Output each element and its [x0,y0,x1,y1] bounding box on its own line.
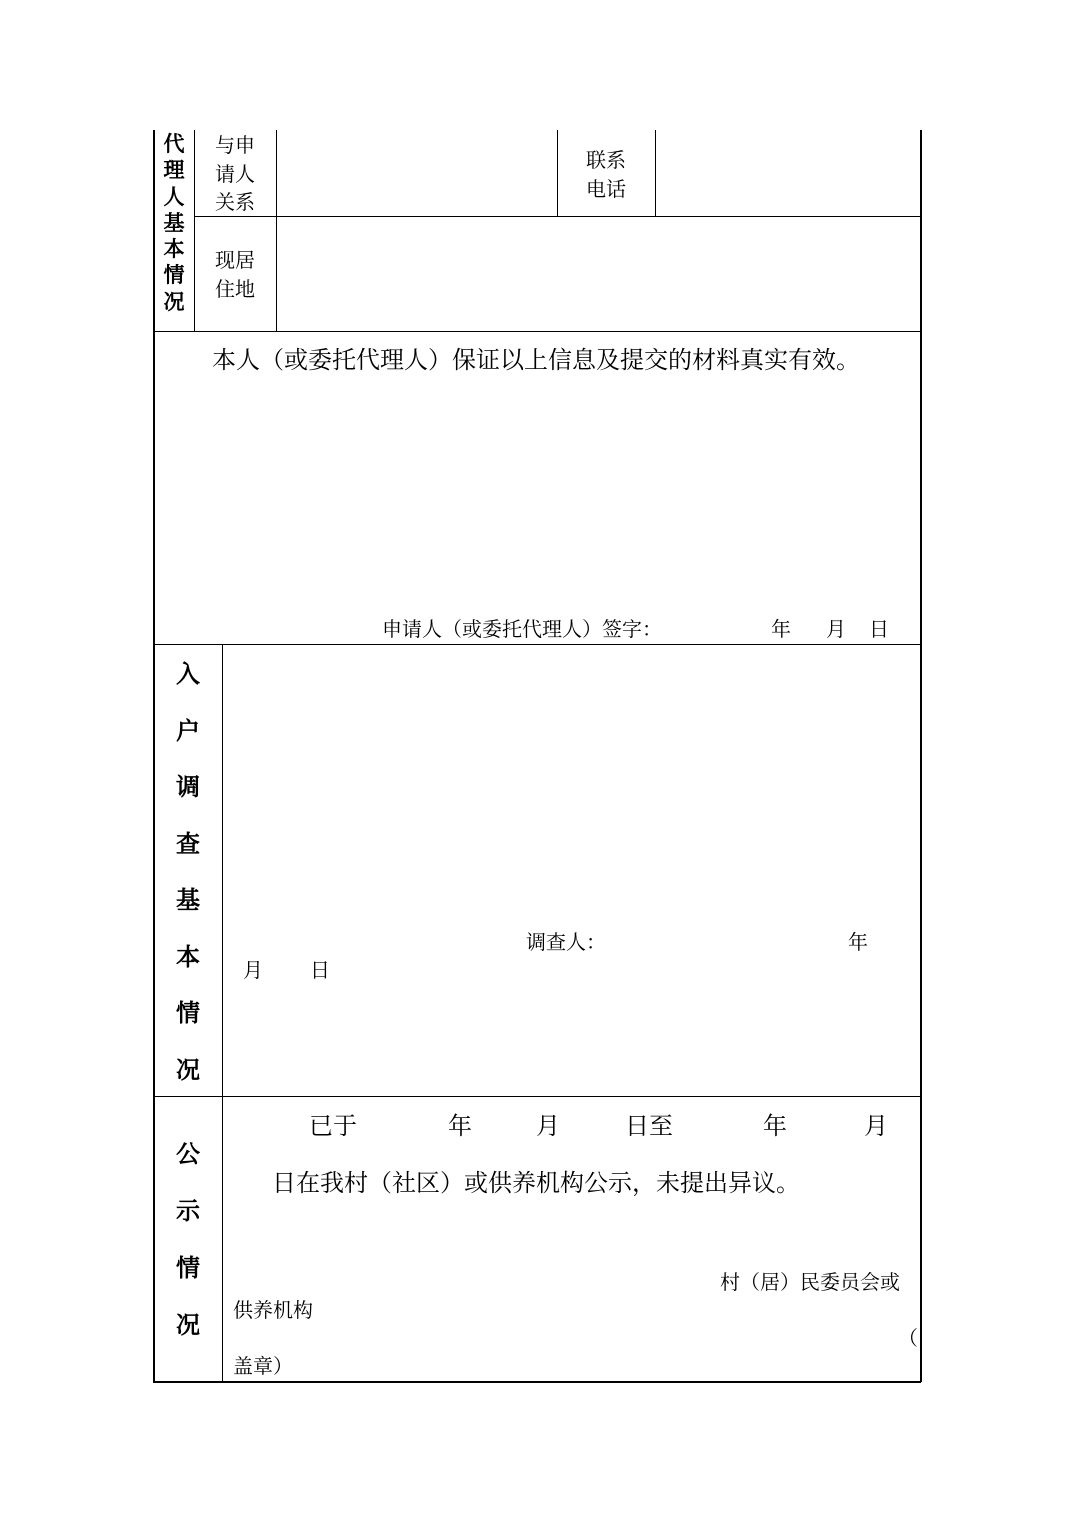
declaration-date-month: 月 [826,617,846,641]
residence-value-field[interactable] [280,222,915,326]
residence-label: 现居 住地 [215,248,255,301]
publicity-year1: 年 [448,1112,472,1140]
agent-section-title [163,133,185,312]
title-char: 情 [163,262,185,288]
publicity-year2: 年 [763,1112,787,1140]
declaration-date-year: 年 [771,617,791,641]
investigator-label: 调查人： [526,930,606,954]
table-left-border [153,130,155,1382]
survey-section-title [175,659,201,1084]
survey-date-day: 日 [310,958,330,982]
title-char: 情 [176,1253,200,1282]
title-char: 代 [163,131,185,156]
title-char: 户 [176,715,200,745]
phone-label: 联系 电话 [586,148,626,201]
relation-label: 与申 请人 关系 [215,133,255,214]
title-char: 查 [176,828,200,858]
org-line2: 供养机构 [233,1298,313,1322]
table-bottom-border [153,1381,921,1383]
title-char: 情 [176,998,200,1027]
title-char: 况 [176,1054,200,1084]
publicity-line2: 日在我村（社区）或供养机构公示，未提出异议。 [272,1169,800,1197]
title-char: 本 [163,236,185,262]
phone-value-field[interactable] [660,134,915,212]
relation-value-field[interactable] [280,134,552,212]
publicity-section-title [175,1139,201,1339]
seal-label: 盖章） [233,1354,293,1378]
title-char: 调 [176,772,200,801]
title-char: 基 [176,885,200,914]
table-right-border [920,130,922,1382]
title-char: 入 [176,659,200,688]
title-char: 况 [163,288,185,314]
seal-open-paren: （ [898,1326,918,1350]
publicity-month2: 月 [864,1112,888,1140]
title-char: 人 [163,183,185,209]
title-char: 本 [176,941,200,971]
title-char: 示 [176,1196,200,1225]
publicity-day-to: 日至 [625,1112,673,1140]
title-char: 理 [163,157,185,183]
survey-date-year: 年 [848,930,868,954]
title-char: 公 [176,1139,200,1168]
declaration-date-day: 日 [869,617,889,641]
signature-label: 申请人（或委托代理人）签字： [382,617,662,641]
survey-date-month: 月 [243,958,263,982]
title-char: 基 [163,209,185,235]
publicity-month1: 月 [536,1112,560,1140]
publicity-line1-start: 已于 [309,1112,357,1140]
title-char: 况 [176,1310,200,1339]
declaration-statement: 本人（或委托代理人）保证以上信息及提交的材料真实有效。 [212,346,860,374]
org-line1: 村（居）民委员会或 [720,1270,900,1294]
